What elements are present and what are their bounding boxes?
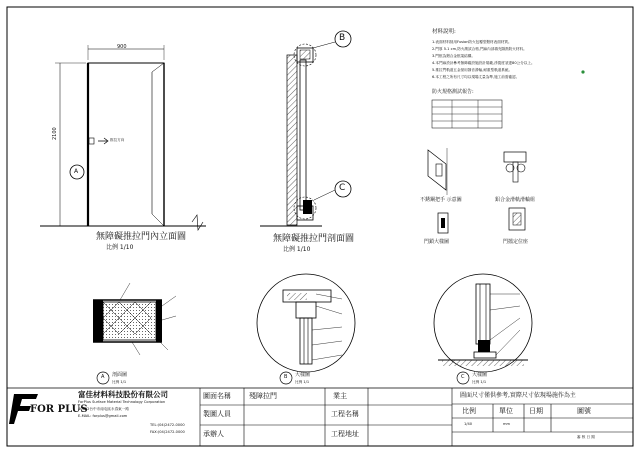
project-site-label: 工程地址	[331, 430, 359, 438]
detail-c-letter: C	[461, 374, 465, 380]
detail-b-label: 大樣圖	[295, 372, 311, 378]
company-fax: FAX:(04)2472-0000	[150, 430, 185, 434]
callout-c-letter: C	[339, 183, 346, 193]
callout-a-letter: A	[74, 168, 79, 175]
company-name-en: ForPlus Surface Material Technology Corporation	[78, 400, 166, 404]
section-view-title: 無障礙推拉門剖面圖	[273, 234, 355, 244]
lock-label: 門鎖大樣圖	[424, 239, 450, 245]
note-line: 3.門框為鋁合金框架結構。	[432, 54, 475, 58]
drawing-note: 圖面尺寸僅供參考,實際尺寸依現場施作為主	[460, 392, 576, 399]
notes-title: 材料說明:	[432, 29, 456, 35]
note-line: 5.推拉門軌道五金採用靜音滑輪,耐重型軌道系統。	[432, 68, 513, 72]
detail-c-scale: 比例 1/1	[472, 380, 487, 384]
owner-label: 業主	[333, 392, 347, 400]
detail-b-scale: 比例 1/1	[295, 380, 310, 384]
detail-b-letter: B	[284, 374, 288, 380]
front-view-title: 無障礙推拉門內立面圖	[96, 232, 187, 242]
lock-sketch	[438, 213, 448, 233]
height-dimension: 2100	[52, 127, 58, 140]
width-dimension: 900	[117, 44, 127, 50]
contact-label: 承辦人	[203, 430, 224, 438]
rail-sketch	[504, 152, 526, 182]
stop-label: 門擋定位座	[503, 239, 529, 245]
wall-hatch	[287, 55, 297, 225]
floor-break	[192, 215, 203, 230]
front-view-scale: 比例 1/10	[106, 244, 134, 251]
detail-a-letter: A	[101, 374, 105, 380]
note-line: 2.門厚 5.1 cm,防火測試合格,門扇內部填充隔熱防火材料。	[432, 47, 527, 51]
approval-text: 審 核 日 期	[577, 435, 595, 439]
callout-b-letter: B	[339, 33, 346, 43]
slide-direction-arrow	[98, 138, 108, 144]
detail-c-label: 大樣圖	[472, 372, 488, 378]
scale-label: 比例	[462, 407, 476, 415]
stop-sketch	[509, 208, 525, 230]
rail-label: 鋁合金滑軌滑輪組	[495, 197, 536, 203]
detail-b	[257, 274, 355, 384]
spec-table-title: 防火規格測試報告:	[432, 89, 474, 95]
direction-label: 推拉方向	[110, 138, 125, 142]
section-view-scale: 比例 1/10	[283, 246, 311, 253]
company-name: 富佳材料科技股份有限公司	[78, 390, 168, 399]
scale-value: 1/40	[464, 422, 473, 426]
handle-label: 不銹鋼把手 示意圖	[420, 197, 462, 203]
door-leaf	[88, 63, 164, 226]
note-line: 6.本工程之所有尺寸均以現場丈量為準,施工前需確認。	[432, 75, 520, 79]
handle-sketch	[428, 148, 447, 195]
detail-c	[434, 274, 532, 384]
company-tel: TEL:(04)2472-0000	[150, 423, 185, 427]
drawing-name-label: 圖面名稱	[203, 392, 231, 400]
logo-text: FOR PLUS	[30, 404, 88, 415]
door-leaf-section	[300, 60, 306, 210]
drawer-label: 製圖人員	[203, 410, 231, 418]
note-line: 4.本門扇設計參考無障礙設施設計規範,淨寬度須達80公分以上。	[432, 61, 535, 65]
detail-a-scale: 比例 1/1	[112, 380, 127, 384]
unit-label: 單位	[499, 407, 513, 415]
company-address: 40852台中市南屯區永春東一路	[78, 407, 129, 411]
door-section	[260, 31, 351, 226]
detail-a	[93, 283, 176, 384]
unit-value: mm	[503, 422, 511, 426]
date-label: 日期	[529, 407, 543, 415]
detail-a-label: 剖面圖	[112, 372, 128, 378]
note-line: 1.表面材料採用Fusion防火包覆型鋁材表面材質。	[432, 40, 512, 44]
project-name-label: 工程名稱	[331, 410, 359, 418]
door-handle	[89, 138, 94, 144]
company-email: E-MAIL: forplus@gmail.com	[78, 414, 128, 418]
sheet-no-label: 圖號	[577, 407, 591, 415]
drawing-name-value: 殘障拉門	[249, 392, 277, 400]
